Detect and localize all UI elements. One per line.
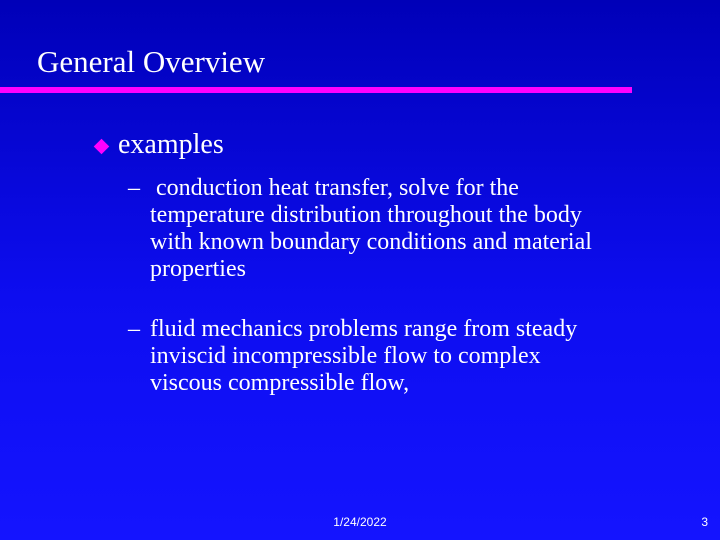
sub-item-fluid-mechanics xyxy=(128,316,688,397)
sub-item-line: properties xyxy=(150,256,246,282)
sub-item-line: viscous compressible flow, xyxy=(150,370,410,396)
title-divider xyxy=(0,87,632,93)
page-number: 3 xyxy=(701,515,708,529)
sub-item-line: with known boundary conditions and material xyxy=(150,229,592,255)
slide-title: General Overview xyxy=(37,44,266,79)
footer-date: 1/24/2022 xyxy=(333,515,387,529)
sub-item-conduction xyxy=(128,175,688,283)
sub-item-line: inviscid incompressible flow to complex xyxy=(150,343,541,369)
sub-item-line: temperature distribution throughout the body xyxy=(150,202,582,228)
bullet-text: examples xyxy=(118,129,224,160)
sub-item-dash: – xyxy=(128,316,140,342)
sub-item-dash: – xyxy=(128,175,140,201)
sub-item-line: conduction heat transfer, solve for the xyxy=(150,175,519,201)
sub-item-line: fluid mechanics problems range from steady xyxy=(150,316,578,342)
diamond-bullet-icon xyxy=(94,139,110,155)
